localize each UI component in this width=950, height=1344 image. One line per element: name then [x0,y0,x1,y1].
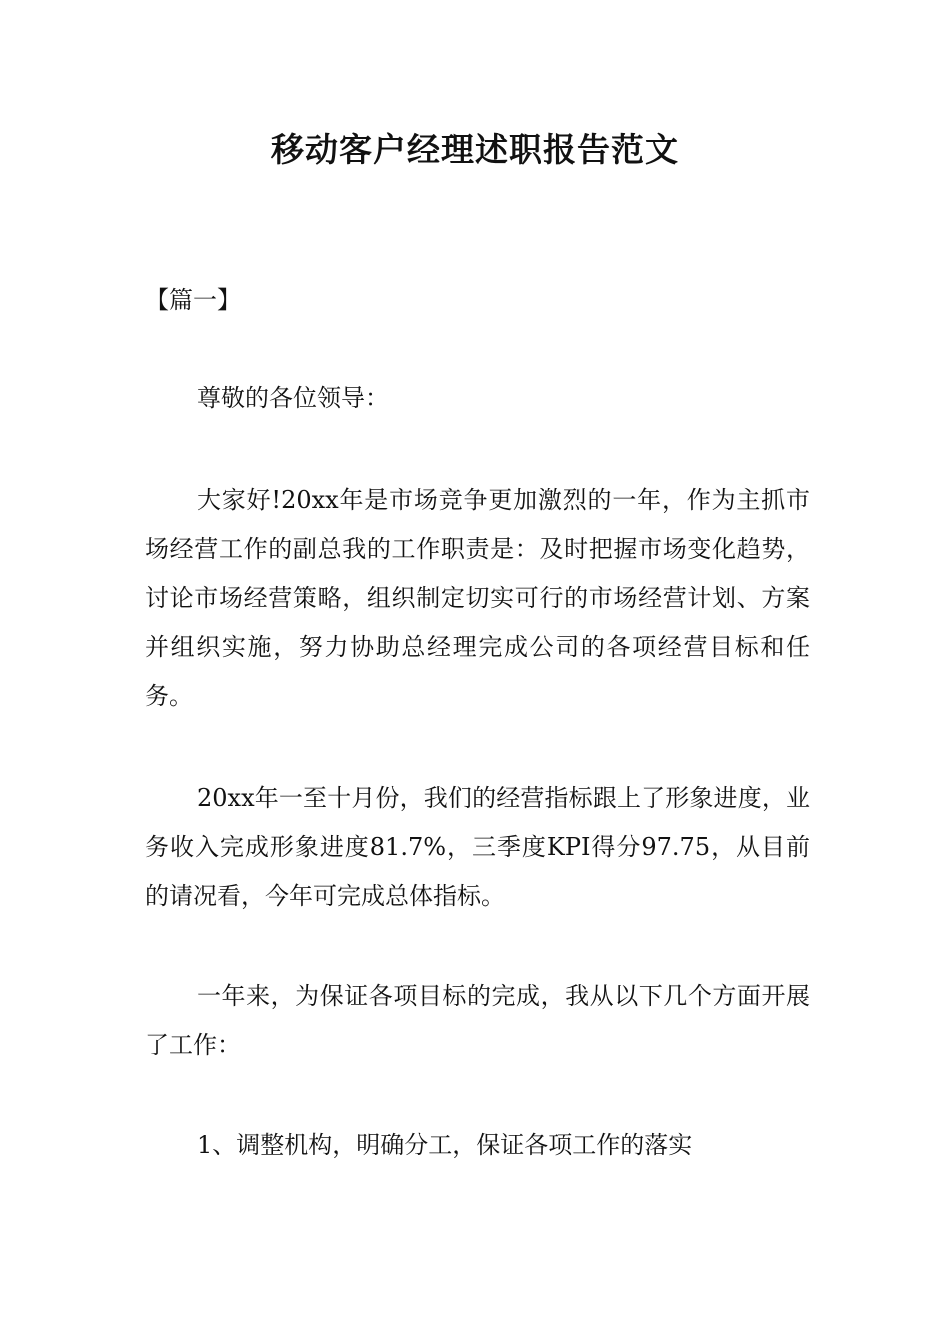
document-title: 移动客户经理述职报告范文 [271,130,679,169]
paragraph-indicators: 20xx年一至十月份，我们的经营指标跟上了形象进度，业务收入完成形象进度81.7%，三季度KPI得分97.75，从目前的请况看，今年可完成总体指标。 [145,784,810,910]
section-label: 【篇一】 [145,286,241,314]
paragraph-salutation: 尊敬的各位领导： [197,384,389,412]
paragraph-work-overview: 一年来，为保证各项目标的完成，我从以下几个方面开展了工作： [145,982,810,1059]
paragraph-intro: 大家好!20xx年是市场竞争更加激烈的一年，作为主抓市场经营工作的副总我的工作职责是：及时把握市场变化趋势，讨论市场经营策略，组织制定切实可行的市场经营计划、方案并组织实施，努力协助总经理完成公司的各项经营目标和任务。 [145,486,810,710]
paragraph-item-1: 1、调整机构，明确分工，保证各项工作的落实 [197,1131,693,1159]
